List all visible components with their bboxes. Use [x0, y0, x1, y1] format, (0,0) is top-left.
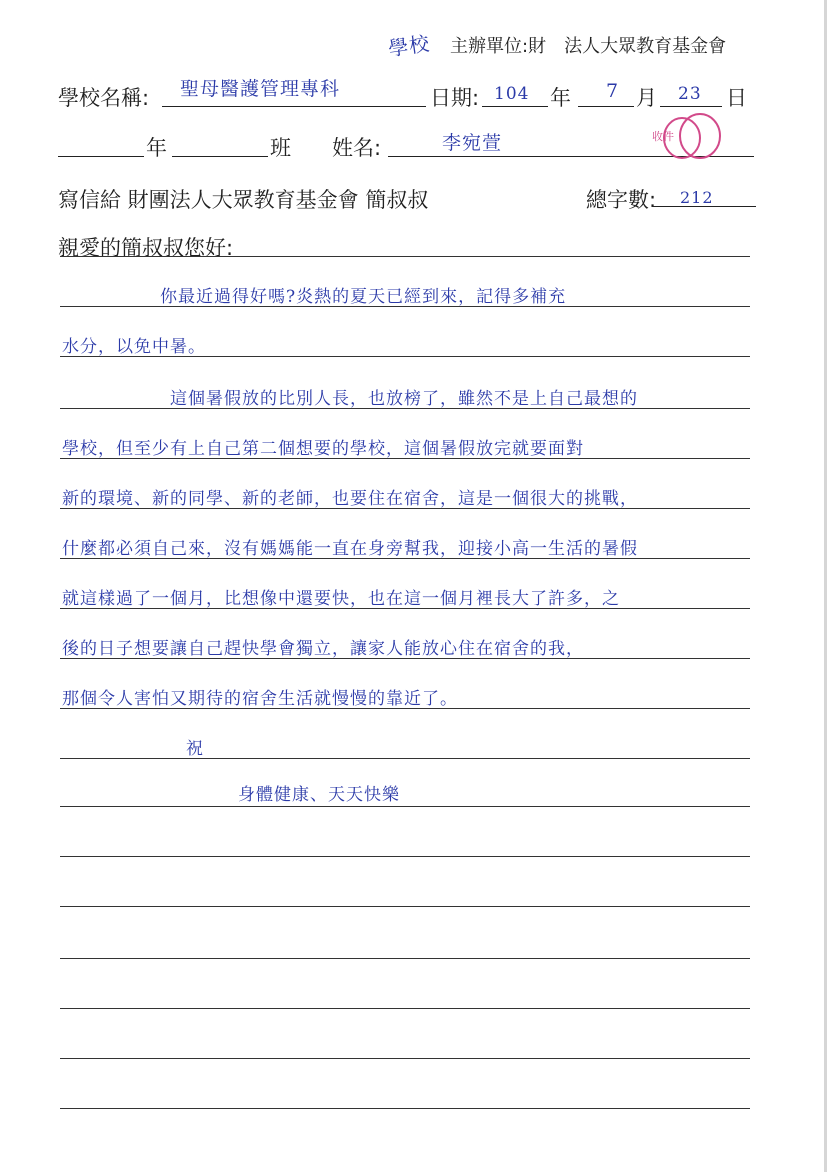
day-value[interactable]: 23 — [678, 84, 702, 104]
ruled-line — [60, 1008, 750, 1009]
grade-underline — [58, 156, 144, 157]
greeting: 親愛的簡叔叔您好: — [58, 236, 234, 260]
name-value[interactable]: 李宛萱 — [442, 132, 503, 154]
wordcount-label: 總字數: — [586, 188, 657, 212]
month-value[interactable]: 7 — [606, 80, 620, 102]
ruled-line — [60, 356, 750, 357]
school-label: 學校名稱: — [58, 86, 150, 110]
year-value[interactable]: 104 — [494, 84, 530, 104]
stamp-text: 收件 — [652, 130, 674, 143]
letter-line: 什麼都必須自己來，沒有媽媽能一直在身旁幫我，迎接小高一生活的暑假 — [62, 539, 638, 559]
year-underline — [482, 106, 548, 107]
ruled-line — [60, 856, 750, 857]
greeting-underline — [60, 256, 750, 257]
received-stamp-icon — [648, 108, 724, 164]
date-label: 日期: — [430, 86, 480, 110]
school-value[interactable]: 聖母醫護管理專科 — [180, 78, 341, 100]
class-label: 班 — [270, 136, 291, 160]
letter-line: 學校，但至少有上自己第二個想要的學校，這個暑假放完就要面對 — [62, 439, 584, 459]
ruled-line — [60, 1108, 750, 1109]
day-label: 日 — [726, 86, 747, 110]
letter-line: 那個令人害怕又期待的宿舍生活就慢慢的靠近了。 — [62, 689, 458, 709]
ruled-line — [60, 558, 750, 559]
ruled-line — [60, 658, 750, 659]
wish: 身體健康、天天快樂 — [238, 785, 400, 805]
ruled-line — [60, 708, 750, 709]
ruled-line — [60, 608, 750, 609]
letter-line: 後的日子想要讓自己趕快學會獨立，讓家人能放心住在宿舍的我， — [62, 639, 584, 659]
month-label: 月 — [636, 86, 657, 110]
ruled-line — [60, 958, 750, 959]
ruled-line — [60, 1058, 750, 1059]
recipient-line: 寫信給 財團法人大眾教育基金會 簡叔叔 — [58, 188, 429, 212]
ruled-line — [60, 508, 750, 509]
letter-line: 新的環境、新的同學、新的老師，也要住在宿舍，這是一個很大的挑戰， — [62, 489, 638, 509]
ruled-line — [60, 906, 750, 907]
grade-label: 年 — [146, 136, 167, 160]
letter-line: 水分，以免中暑。 — [62, 337, 206, 357]
name-label: 姓名: — [332, 136, 382, 160]
wordcount-underline — [652, 206, 756, 207]
day-underline — [660, 106, 722, 107]
letter-line: 就這樣過了一個月，比想像中還要快，也在這一個月裡長大了許多，之 — [62, 589, 620, 609]
year-label: 年 — [550, 86, 571, 110]
letter-line: 你最近過得好嗎?炎熱的夏天已經到來，記得多補充 — [160, 287, 567, 307]
ruled-line — [60, 408, 750, 409]
organizer-handwritten-note: 學校 — [386, 31, 432, 61]
closing: 祝 — [186, 739, 204, 759]
letter-line: 這個暑假放的比別人長，也放榜了，雖然不是上自己最想的 — [170, 389, 638, 409]
ruled-line — [60, 758, 750, 759]
ruled-line — [60, 306, 750, 307]
month-underline — [578, 106, 634, 107]
class-underline — [172, 156, 268, 157]
ruled-line — [60, 458, 750, 459]
ruled-line — [60, 806, 750, 807]
wordcount-value[interactable]: 212 — [680, 188, 714, 207]
school-underline — [162, 106, 426, 107]
organizer-header: 主辦單位:財 法人大眾教育基金會 — [450, 36, 727, 57]
